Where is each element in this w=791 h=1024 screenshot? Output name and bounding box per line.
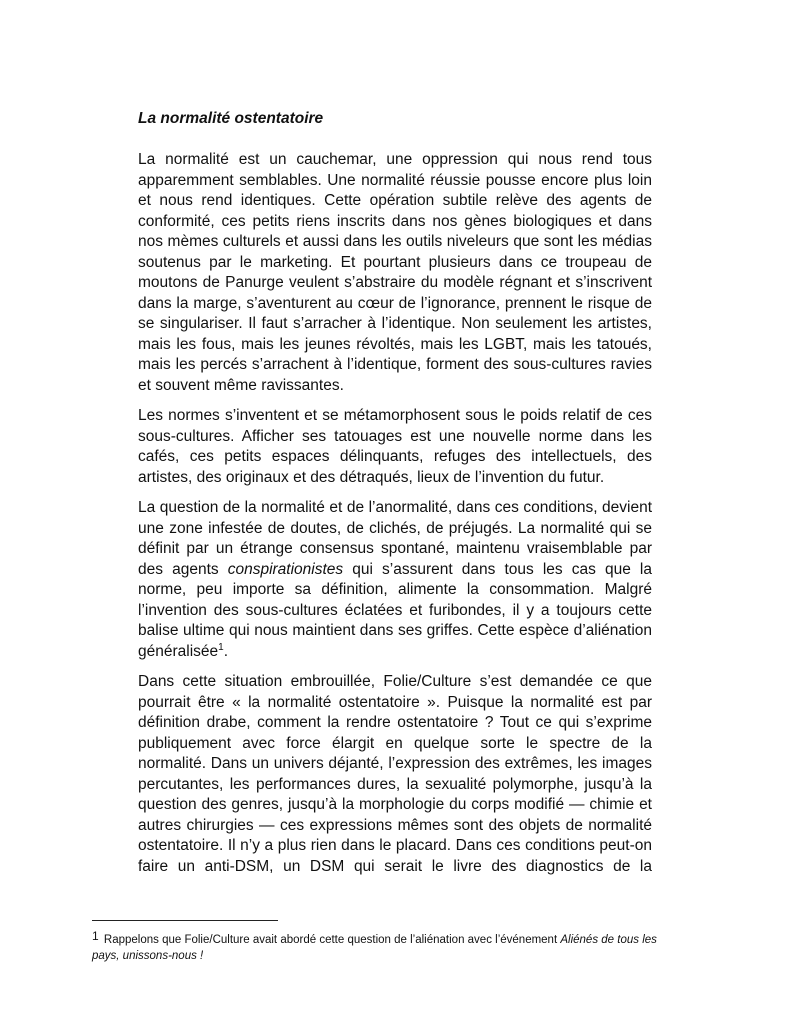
paragraph-text: .	[223, 642, 229, 660]
paragraph-text: Dans cette situation embrouillée, Folie/Culture s’est demandée ce que pourrait être « la normalité ostentatoire ». Puisque la normalité est par définition drabe, comment la rendre ostentatoire ? Tout ce qui s’exprime publiquement avec force élargit en quelque sorte le spectre de la normalité. Dans un univers déjanté, l’expression des extrêmes, les images percutantes, les performances dures, la sexualité polymorphe, jusqu’à la question des genres, jusqu’à la morphologie du corps modifié — chimie et autres chirurgies — ces expressions mêmes sont des objets de normalité ostentatoire. Il n’y a plus rien dans le placard. Dans ces conditions peut-on faire un anti-DSM, un DSM qui serait le livre des diagnostics de la	[138, 673, 652, 875]
footnote-separator	[92, 920, 278, 921]
footnote-reference: 1	[218, 641, 224, 653]
document-title: La normalité ostentatoire	[138, 110, 324, 127]
paragraph-text: La normalité est un cauchemar, une oppression qui nous rend tous apparemment semblables. Une normalité réussie pousse encore plus loin et nous rend identiques. Cette opération subtile relève des agents de conformité, ces petits riens inscrits dans nos gènes biologiques et dans nos mèmes culturels et aussi dans les outils niveleurs que sont les médias soutenus par le marketing. Et pourtant plusieurs dans ce troupeau de moutons de Panurge veulent s’abstraire du modèle régnant et s’inscrivent dans la marge, s’aventurent au cœur de l’ignorance, prennent le risque de se singulariser. Il faut s’arracher à l’identique. Non seulement les artistes, mais les fous, mais les jeunes révoltés, mais les LGBT, mais les tatoués, mais les percés s’arrachent à l’identique, forment des sous-cultures ravies et souvent même ravissantes.	[138, 151, 652, 394]
emphasis-text: conspirationistes	[227, 560, 344, 578]
footnote	[92, 928, 662, 964]
footnote-marker: 1	[92, 929, 99, 943]
document-body	[138, 150, 652, 887]
paragraph-text: La question de la normalité et de l’anormalité, dans ces conditions, devient une zone infestée de doutes, de clichés, de préjugés. La normalité qui se définit par un étrange consensus spontané, maintenu vraisemblable par des agents	[138, 499, 652, 578]
paragraph-text: Les normes s’inventent et se métamorphosent sous le poids relatif de ces sous-cultures. Afficher ses tatouages est une nouvelle norme dans les cafés, ces petits espaces délinquants, refuges des intellectuels, des artistes, des originaux et des détraqués, lieux de l’invention du futur.	[138, 407, 652, 486]
paragraph	[138, 150, 652, 396]
paragraph	[138, 406, 652, 488]
paragraph	[138, 498, 652, 662]
paragraph-text: qui s’assurent dans tous les cas que la norme, peu importe sa définition, alimente la consommation. Malgré l’invention des sous-cultures éclatées et furibondes, il y a toujours cette balise ultime qui nous maintient dans ses griffes. Cette espèce d’aliénation généralisée	[138, 560, 652, 660]
paragraph	[138, 672, 652, 877]
footnote-event-title: Aliénés de tous les pays, unissons-nous !	[92, 934, 657, 962]
footnote-text: Rappelons que Folie/Culture avait abordé cette question de l’aliénation avec l’événement	[103, 934, 561, 946]
